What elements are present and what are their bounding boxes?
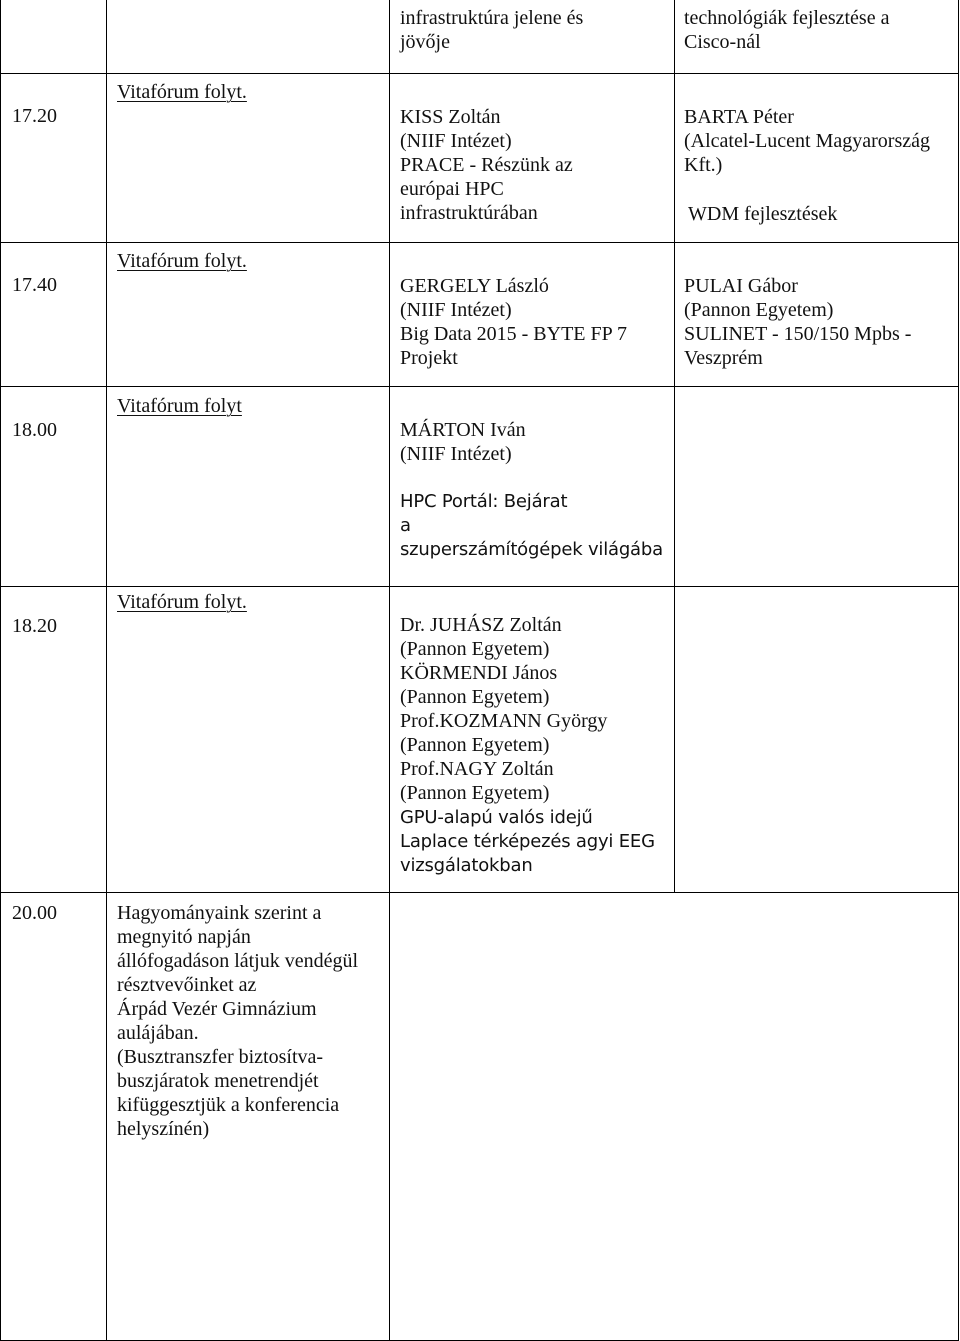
title-line: infrastruktúra jelene és xyxy=(400,7,584,29)
speaker-affiliation: (Pannon Egyetem) xyxy=(400,638,550,660)
session-type: Vitafórum folyt. xyxy=(117,81,247,103)
description-line: kifüggesztjük a konferencia xyxy=(117,1094,340,1116)
description-line: (Busztranszfer biztosítva- xyxy=(117,1046,324,1068)
speaker-name: GERGELY László xyxy=(400,275,549,297)
description-line: Hagyományaink szerint a xyxy=(117,902,322,924)
speaker-name: Dr. JUHÁSZ Zoltán xyxy=(400,614,562,636)
speaker-affiliation: (Pannon Egyetem) xyxy=(400,686,550,708)
speaker-name: Prof.KOZMANN György xyxy=(400,710,608,732)
talk-entry xyxy=(684,105,930,177)
row-divider xyxy=(0,386,959,387)
session-type: Vitafórum folyt. xyxy=(117,591,247,613)
table-border-left xyxy=(0,0,1,1341)
time-slot: 17.20 xyxy=(12,105,57,127)
talk-entry xyxy=(684,274,911,370)
session-type: Vitafórum folyt xyxy=(117,395,242,417)
table-border-right xyxy=(958,0,959,1341)
talk-title-line: Big Data 2015 - BYTE FP 7 xyxy=(400,323,628,345)
description-line: buszjáratok menetrendjét xyxy=(117,1070,319,1092)
row-divider xyxy=(0,892,959,893)
row-divider xyxy=(0,586,959,587)
speaker-name: BARTA Péter xyxy=(684,106,794,128)
time-slot: 18.20 xyxy=(12,615,57,637)
talk-title xyxy=(400,806,655,878)
column-divider-2 xyxy=(389,0,390,1341)
talk-entry xyxy=(400,418,526,466)
talk-title-line: európai HPC xyxy=(400,178,504,200)
title-line: technológiák fejlesztése a xyxy=(684,7,890,29)
column-divider-1 xyxy=(106,0,107,1341)
speaker-affiliation: (Pannon Egyetem) xyxy=(400,782,550,804)
speaker-affiliation: Kft.) xyxy=(684,154,723,176)
talk-title-line: Veszprém xyxy=(684,347,763,369)
talk-title-line: szuperszámítógépek világába xyxy=(400,539,663,560)
talk-title: WDM fejlesztések xyxy=(688,203,838,225)
title-line: jövője xyxy=(400,31,450,53)
description-line: megnyitó napján xyxy=(117,926,251,948)
description-line: Árpád Vezér Gimnázium xyxy=(117,998,317,1020)
column-divider-3 xyxy=(674,0,675,892)
speaker-name: KÖRMENDI János xyxy=(400,662,558,684)
talk-title-line: HPC Portál: Bejárat xyxy=(400,491,568,512)
speaker-name: MÁRTON Iván xyxy=(400,419,526,441)
talk-entry xyxy=(400,274,627,370)
talk-title-line: Projekt xyxy=(400,347,458,369)
description-line: állófogadáson látjuk vendégül xyxy=(117,950,359,972)
talk-title-line: PRACE - Részünk az xyxy=(400,154,573,176)
event-description xyxy=(117,901,358,1141)
description-line: aulájában. xyxy=(117,1022,199,1044)
speaker-affiliation: (Alcatel-Lucent Magyarország xyxy=(684,130,930,152)
talk-title-line: a xyxy=(400,515,411,536)
session-title-continued-right xyxy=(684,6,889,54)
speaker-affiliation: (NIIF Intézet) xyxy=(400,443,512,465)
row-divider xyxy=(0,242,959,243)
talk-entry xyxy=(400,613,607,805)
speaker-name: KISS Zoltán xyxy=(400,106,501,128)
talk-title-line: vizsgálatokban xyxy=(400,855,533,876)
talk-title xyxy=(400,490,663,562)
talk-title-line: infrastruktúrában xyxy=(400,202,538,224)
session-type: Vitafórum folyt. xyxy=(117,250,247,272)
speaker-affiliation: (NIIF Intézet) xyxy=(400,130,512,152)
speaker-name: Prof.NAGY Zoltán xyxy=(400,758,554,780)
talk-entry xyxy=(400,105,573,225)
speaker-name: PULAI Gábor xyxy=(684,275,798,297)
description-line: résztvevőinket az xyxy=(117,974,257,996)
time-slot: 17.40 xyxy=(12,274,57,296)
speaker-affiliation: (Pannon Egyetem) xyxy=(400,734,550,756)
row-divider xyxy=(0,73,959,74)
talk-title-line: SULINET - 150/150 Mpbs - xyxy=(684,323,912,345)
title-line: Cisco-nál xyxy=(684,31,761,53)
talk-title-line: Laplace térképezés agyi EEG xyxy=(400,831,655,852)
speaker-affiliation: (Pannon Egyetem) xyxy=(684,299,834,321)
time-slot: 20.00 xyxy=(12,902,57,924)
description-line: helyszínén) xyxy=(117,1118,210,1140)
talk-title-line: GPU-alapú valós idejű xyxy=(400,807,593,828)
session-title-continued xyxy=(400,6,583,54)
speaker-affiliation: (NIIF Intézet) xyxy=(400,299,512,321)
time-slot: 18.00 xyxy=(12,419,57,441)
